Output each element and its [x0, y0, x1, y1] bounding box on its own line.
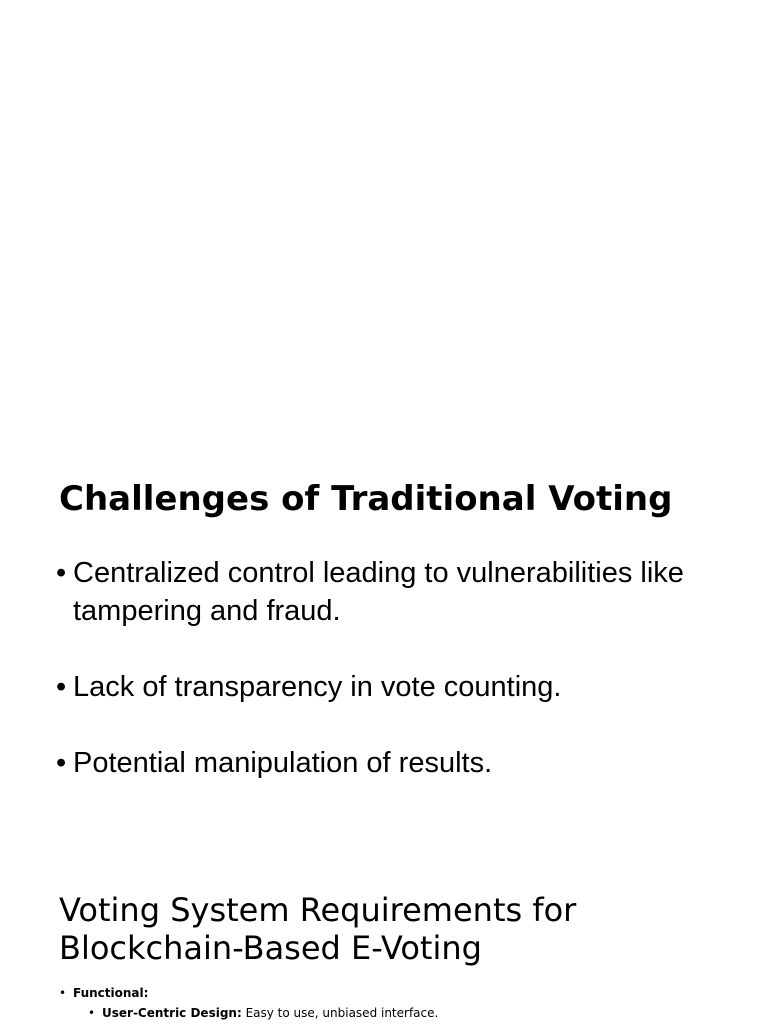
bullet-icon: • — [56, 747, 67, 779]
bullet-text: Lack of transparency in vote counting. — [73, 671, 562, 703]
requirement-label: User-Centric Design: — [102, 1006, 242, 1020]
bullet-list — [56, 554, 716, 820]
bullet-item — [56, 744, 716, 782]
bullet-item — [56, 554, 716, 630]
requirements-list — [59, 983, 438, 1023]
requirement-subitem — [88, 1003, 438, 1023]
requirement-label: Functional: — [73, 986, 149, 1000]
bullet-item — [56, 668, 716, 706]
slide-title: Voting System Requirements for Blockchain-Based E-Voting — [59, 891, 577, 967]
requirement-item — [59, 983, 438, 1003]
bullet-text: Potential manipulation of results. — [73, 747, 493, 779]
bullet-icon: • — [56, 671, 67, 703]
bullet-icon: • — [88, 1006, 96, 1020]
bullet-icon: • — [59, 986, 67, 1000]
slide-title: Challenges of Traditional Voting — [59, 479, 673, 519]
bullet-text: Centralized control leading to vulnerabilities like tampering and fraud. — [73, 557, 684, 627]
bullet-icon: • — [56, 557, 67, 589]
requirement-text: Easy to use, unbiased interface. — [241, 1006, 439, 1020]
